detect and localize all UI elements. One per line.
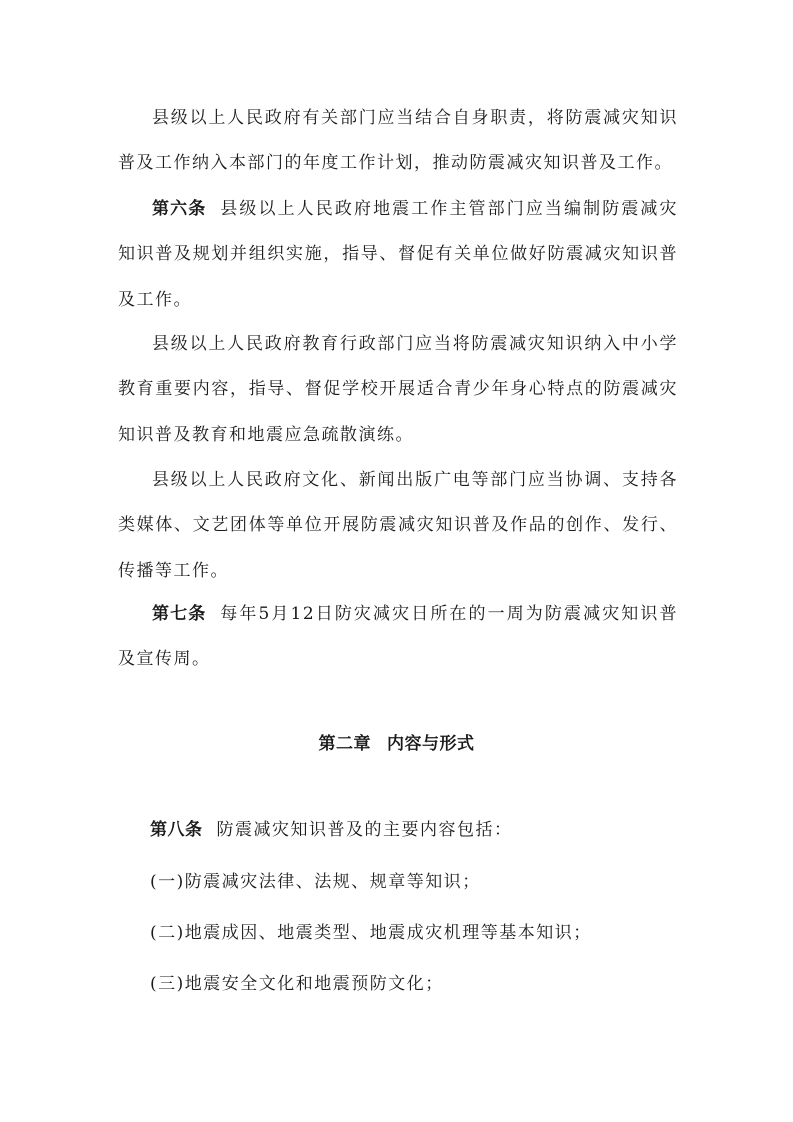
article-6 bbox=[118, 187, 678, 323]
paragraph-education bbox=[118, 322, 678, 458]
article-7-text: 每年5月12日防灾减灾日所在的一周为防震减灾知识普及宣传周。 bbox=[118, 604, 678, 670]
article-6-text: 县级以上人民政府地震工作主管部门应当编制防震减灾知识普及规划并组织实施，指导、督促有关单位做好防震减灾知识普及工作。 bbox=[118, 199, 679, 310]
article-8-label: 第八条 bbox=[150, 820, 203, 840]
paragraph-text: 县级以上人民政府有关部门应当结合自身职责，将防震减灾知识普及工作纳入本部门的年度工作计划，推动防震减灾知识普及工作。 bbox=[118, 108, 678, 174]
paragraph-text: 县级以上人民政府教育行政部门应当将防震减灾知识纳入中小学教育重要内容，指导、督促学校开展适合青少年身心特点的防震减灾知识普及教育和地震应急疏散演练。 bbox=[118, 334, 678, 445]
article-8 bbox=[150, 810, 690, 850]
chapter-heading bbox=[0, 724, 793, 764]
article-7-label: 第七条 bbox=[152, 604, 207, 624]
paragraph-departments-duty bbox=[118, 96, 678, 187]
chapter-number: 第二章 bbox=[318, 734, 371, 754]
article-6-label: 第六条 bbox=[152, 199, 207, 219]
list-item: (二)地震成因、地震类型、地震成灾机理等基本知识； bbox=[150, 923, 592, 943]
list-item: (三)地震安全文化和地震预防文化； bbox=[150, 974, 444, 994]
article-7 bbox=[118, 592, 678, 683]
article-8-text: 防震减灾知识普及的主要内容包括： bbox=[216, 820, 513, 840]
chapter-title-text: 内容与形式 bbox=[387, 734, 475, 754]
paragraph-culture-media bbox=[118, 458, 678, 594]
paragraph-text: 县级以上人民政府文化、新闻出版广电等部门应当协调、支持各类媒体、文艺团体等单位开展防震减灾知识普及作品的创作、发行、传播等工作。 bbox=[118, 470, 678, 581]
list-item: (一)防震减灾法律、法规、规章等知识； bbox=[150, 872, 481, 892]
